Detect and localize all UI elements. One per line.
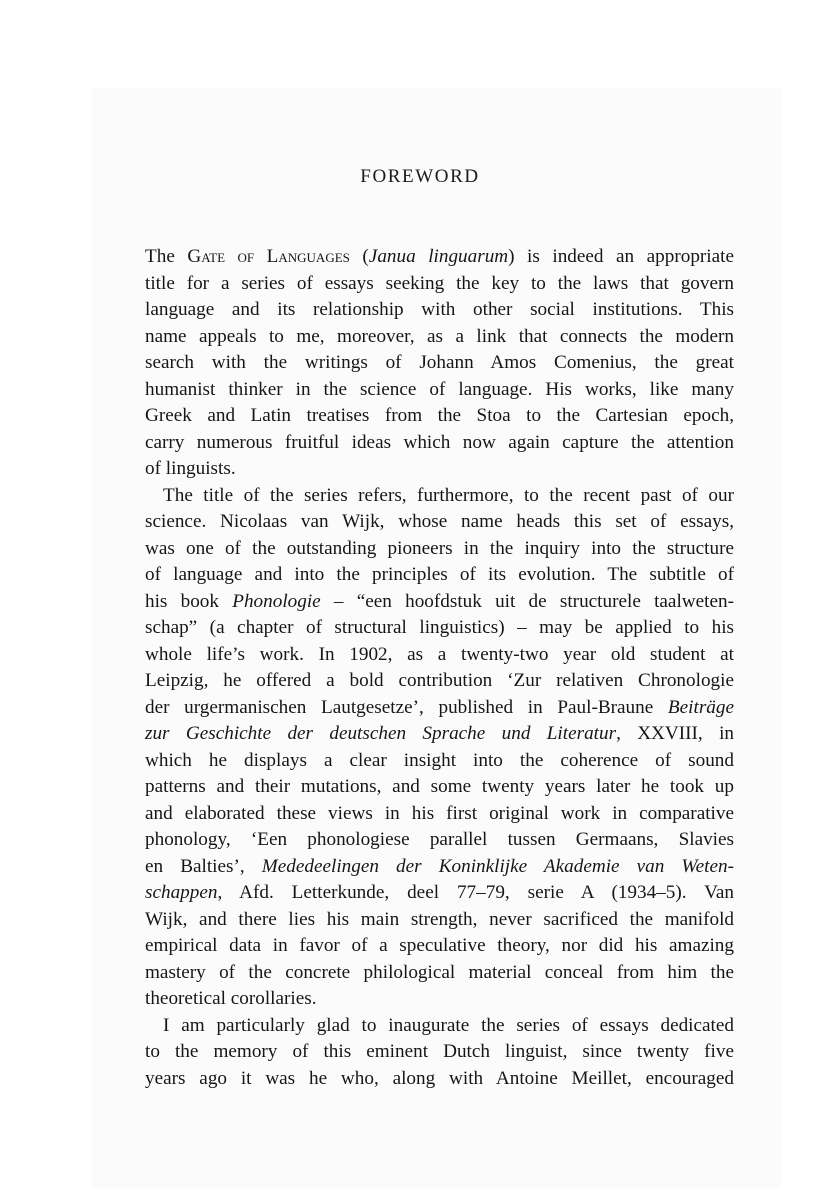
text-line — [145, 880, 734, 907]
text-run: – “een hoofdstuk uit de structurele taalweten- — [320, 590, 734, 612]
text-line — [145, 1039, 734, 1066]
text-line — [145, 695, 734, 722]
text-line — [145, 536, 734, 563]
text-run: theoretical corollaries. — [145, 988, 317, 1009]
text-run: language and its relationship with other social institutions. This — [145, 299, 734, 320]
text-run: humanist thinker in the science of language. His works, like many — [145, 378, 734, 400]
text-line — [145, 456, 734, 483]
text-line — [145, 244, 734, 271]
text-line — [145, 907, 734, 934]
text-run: which he displays a clear insight into the coherence of sound — [145, 749, 734, 771]
text-line — [145, 483, 734, 510]
text-line — [145, 774, 734, 801]
text-run: Leipzig, he offered a bold contribution ‘Zur relativen Chronologie — [145, 670, 734, 691]
text-run: and elaborated these views in his first original work in comparative — [145, 802, 734, 824]
text-run: der urgermanischen Lautgesetze’, published in Paul-Braune — [145, 696, 668, 718]
text-line — [145, 642, 734, 669]
italic-text: zur Geschichte der deutschen Sprache und Literatur — [145, 723, 617, 744]
text-line — [145, 960, 734, 987]
text-run: en Balties’, — [145, 855, 262, 877]
text-line — [145, 668, 734, 695]
text-run: years ago it was he who, along with Antoine Meillet, encouraged — [145, 1067, 734, 1089]
text-line — [145, 933, 734, 960]
italic-text: Beiträge — [667, 696, 734, 718]
text-line — [145, 509, 734, 536]
text-run: ) is indeed an appropriate — [508, 246, 734, 267]
text-line — [145, 403, 734, 430]
text-run: ( — [349, 246, 369, 267]
text-run: to the memory of this eminent Dutch linguist, since twenty five — [145, 1041, 734, 1062]
text-run: empirical data in favor of a speculative theory, nor did his amazing — [145, 935, 734, 956]
small-caps-text: Gate of Languages — [187, 246, 350, 267]
text-line — [145, 350, 734, 377]
text-run: The — [145, 246, 188, 267]
text-line — [145, 324, 734, 351]
text-line — [145, 615, 734, 642]
text-line — [145, 801, 734, 828]
text-line — [145, 430, 734, 457]
italic-text: Phonologie — [232, 590, 321, 612]
italic-text: Mededeelingen der Koninklijke Akademie van Weten- — [261, 855, 734, 877]
text-run: mastery of the concrete philological material conceal from him the — [145, 961, 734, 983]
text-line — [145, 854, 734, 881]
text-run: , XXVIII, in — [616, 723, 734, 744]
text-run: schap” (a chapter of structural linguistics) – may be applied to his — [145, 617, 734, 638]
italic-text: schappen — [145, 882, 218, 903]
text-line — [145, 748, 734, 775]
text-run: title for a series of essays seeking the key to the laws that govern — [145, 272, 734, 294]
text-line — [145, 986, 734, 1013]
text-line — [145, 827, 734, 854]
text-run: Greek and Latin treatises from the Stoa to the Cartesian epoch, — [145, 405, 734, 426]
text-run: phonology, ‘Een phonologiese parallel tussen Germaans, Slavies — [145, 829, 734, 850]
text-line — [145, 589, 734, 616]
text-run: , Afd. Letterkunde, deel 77–79, serie A (1934–5). Van — [217, 882, 734, 903]
text-line — [145, 297, 734, 324]
text-line — [145, 721, 734, 748]
text-run: name appeals to me, moreover, as a link that connects the modern — [145, 325, 734, 347]
text-run: of linguists. — [145, 458, 236, 479]
text-run: whole life’s work. In 1902, as a twenty-two year old student at — [145, 643, 734, 665]
text-run: carry numerous fruitful ideas which now again capture the attention — [145, 431, 734, 453]
text-run: patterns and their mutations, and some twenty years later he took up — [145, 776, 734, 797]
foreword-body — [145, 244, 734, 1092]
text-run: search with the writings of Johann Amos Comenius, the great — [145, 352, 734, 373]
text-run: of language and into the principles of its evolution. The subtitle of — [145, 564, 734, 585]
text-run: Wijk, and there lies his main strength, never sacrificed the manifold — [145, 908, 734, 930]
text-run: his book — [145, 590, 233, 612]
text-run: I am particularly glad to inaugurate the series of essays dedicated — [163, 1014, 734, 1036]
text-line — [145, 562, 734, 589]
foreword-heading: FOREWORD — [360, 166, 480, 187]
text-run: science. Nicolaas van Wijk, whose name heads this set of essays, — [145, 511, 734, 532]
text-run: The title of the series refers, furthermore, to the recent past of our — [163, 484, 734, 506]
italic-text: Janua linguarum — [368, 246, 509, 267]
text-line — [145, 1066, 734, 1093]
text-line — [145, 271, 734, 298]
text-line — [145, 1013, 734, 1040]
text-line — [145, 377, 734, 404]
text-run: was one of the outstanding pioneers in the inquiry into the structure — [145, 537, 734, 559]
